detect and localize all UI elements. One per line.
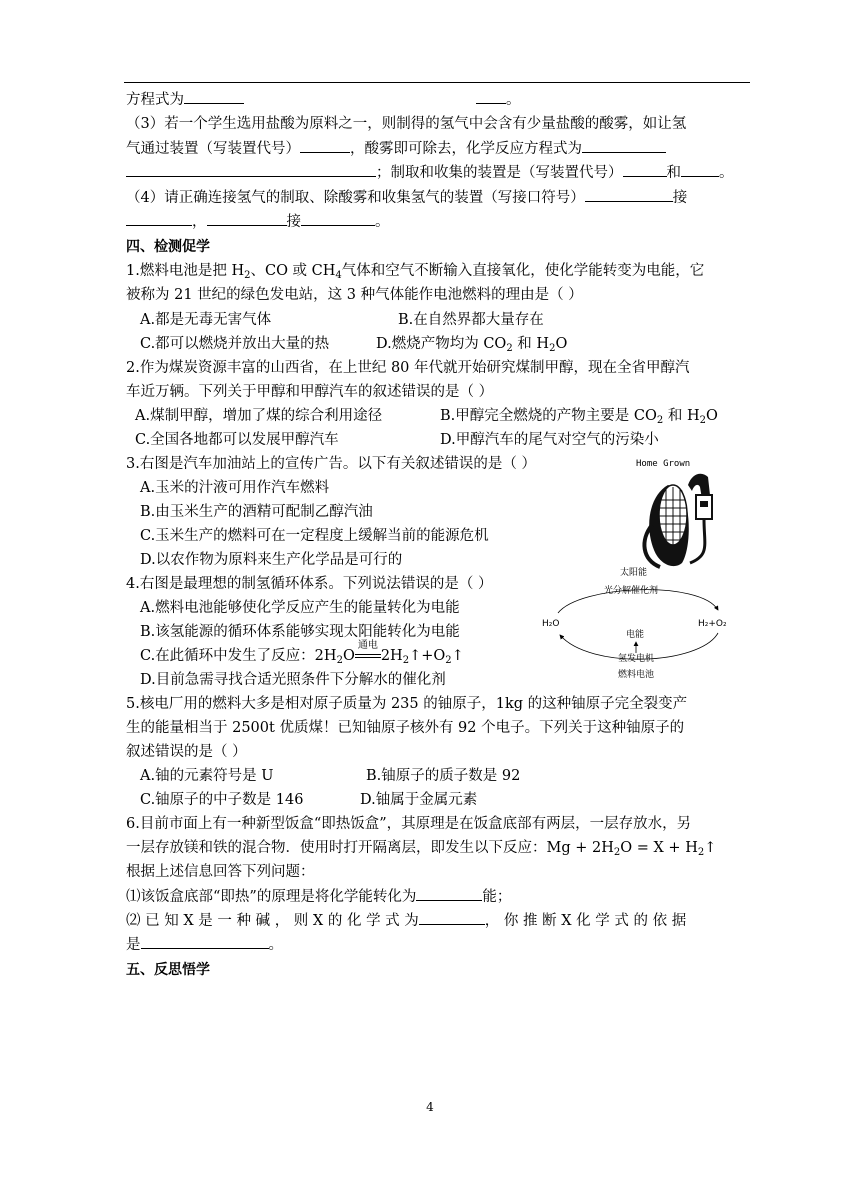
p1-option-a: A.都是无毒无害气体 <box>140 312 272 328</box>
cycle-water-label: H₂O <box>542 619 560 629</box>
p2-line2: 车近万辆。下列关于甲醇和甲醇汽车的叙述错误的是（ ） <box>126 384 494 400</box>
p6-q2: ⑵ 已 知 X 是 一 种 碱 ， 则 X 的 化 学 式 为 ， 你 推 断 X 化 学 式 的 依 据 <box>126 910 686 931</box>
blank-basis[interactable] <box>141 934 269 949</box>
cycle-power-label: 电能 <box>626 630 645 640</box>
p3-option-c: C.玉米生产的燃料可在一定程度上缓解当前的能源危机 <box>140 528 489 544</box>
p2-option-d: D.甲醇汽车的尾气对空气的污染小 <box>440 432 659 448</box>
q4-line2: ， 接 。 <box>126 211 390 232</box>
cycle-sun-label: 太阳能 <box>620 568 648 578</box>
p2-option-a: A.煤制甲醇，增加了煤的综合利用途径 <box>135 408 383 424</box>
p1-line2: 被称为 21 世纪的绿色发电站，这 3 种气体能作电池燃料的理由是（ ） <box>126 287 583 303</box>
blank-port4[interactable] <box>301 211 375 226</box>
p3-option-a: A.玉米的汁液可用作汽车燃料 <box>140 480 330 496</box>
p6-line2: 一层存放镁和铁的混合物．使用时打开隔离层，即发生以下反应：$Mg + 2H_2O = X$ + $H_2↑$ <box>126 840 717 858</box>
p5-option-b: B.铀原子的质子数是 92 <box>366 768 521 784</box>
q4-line1: （4）请正确连接氢气的制取、除酸雾和收集氢气的装置（写接口符号） 接 <box>126 187 687 208</box>
p3-option-d: D.以农作物为原料来生产化学品是可行的 <box>140 552 403 568</box>
p5-option-c: C.铀原子的中子数是 146 <box>140 792 304 808</box>
p1-line1: 1.燃料电池是把 $H_2$、CO 或 $CH_4$气体和空气不断输入直接氧化，使化学能转变为电能，它 <box>126 263 705 281</box>
blank-device[interactable] <box>300 138 350 153</box>
q3-line2: 气通过装置（写装置代号） ，酸雾即可除去，化学反应方程式为 <box>126 138 666 159</box>
section-4-heading: 四、检测促学 <box>126 239 210 255</box>
cycle-products-label: H₂+O₂ <box>698 619 727 629</box>
p4-option-a: A.燃料电池能够使化学反应产生的能量转化为电能 <box>140 600 460 616</box>
p5-option-a: A.铀的元素符号是 U <box>140 768 274 784</box>
cycle-generator-label: 氢发电机 <box>618 654 655 664</box>
p6-line1: 6.目前市面上有一种新型饭盒“即热饭盒”，其原理是在饭盒底部有两层，一层存放水，另 <box>126 816 692 832</box>
blank-energy[interactable] <box>416 886 482 901</box>
p4-option-d: D.目前急需寻找合适光照条件下分解水的催化剂 <box>140 672 446 688</box>
p4-line1: 4.右图是最理想的制氢循环体系。下列说法错误的是（ ） <box>126 576 493 592</box>
blank-equation[interactable] <box>582 138 666 153</box>
page-number: 4 <box>426 1100 434 1114</box>
p3-line1: 3.右图是汽车加油站上的宣传广告。以下有关叙述错误的是（ ） <box>126 456 536 472</box>
p5-line1: 5.核电厂用的燃料大多是相对原子质量为 235 的铀原子，1kg 的这种铀原子完全裂变产 <box>126 696 688 712</box>
p1-option-c: C.都可以燃烧并放出大量的热 <box>140 336 330 352</box>
cycle-cell-label: 燃料电池 <box>618 670 655 680</box>
p6-q3: 是 。 <box>126 934 283 955</box>
blank-port2[interactable] <box>126 211 192 226</box>
blank-equation-cont[interactable] <box>126 162 376 177</box>
p4-option-c: C.在此循环中发生了反应：$2H_2O$ 通电 $2H_2↑+O_2↑$ <box>140 640 464 666</box>
p1-option-d: D.燃烧产物均为 $CO_2$ 和 $H_2O$ <box>376 336 568 354</box>
blank-port3[interactable] <box>207 211 287 226</box>
p5-line2: 生的能量相当于 2500t 优质煤！已知铀原子核外有 92 个电子。下列关于这种铀原子的 <box>126 720 685 736</box>
blank-collect[interactable] <box>681 162 719 177</box>
p2-option-c: C.全国各地都可以发展甲醇汽车 <box>135 432 339 448</box>
p5-option-d: D.铀属于金属元素 <box>360 792 478 808</box>
p2-line1: 2.作为煤炭资源丰富的山西省，在上世纪 80 年代就开始研究煤制甲醇，现在全省甲醇汽 <box>126 360 690 376</box>
blank-make[interactable] <box>623 162 667 177</box>
p5-line3: 叙述错误的是（ ） <box>126 744 247 760</box>
hydrogen-cycle-diagram <box>540 565 750 680</box>
p4-option-b: B.该氢能源的循环体系能够实现太阳能转化为电能 <box>140 624 460 640</box>
p6-q1: ⑴该饭盒底部“即热”的原理是将化学能转化为 能； <box>126 886 511 907</box>
blank-formula[interactable] <box>419 910 485 925</box>
q3-line3: ；制取和收集的装置是（写装置代号） 和 。 <box>126 162 734 183</box>
p1-option-b: B.在自然界都大量存在 <box>398 312 544 328</box>
header-rule <box>124 82 750 83</box>
blank-port1[interactable] <box>585 187 673 202</box>
section-5-heading: 五、反思悟学 <box>126 962 210 978</box>
q3-line1: （3）若一个学生选用盐酸为原料之一，则制得的氢气中会含有少量盐酸的酸雾，如让氢 <box>126 116 687 132</box>
cycle-catalyst-label: 光分解催化剂 <box>604 586 659 596</box>
p6-line3: 根据上述信息回答下列问题： <box>126 864 315 880</box>
p2-option-b: B.甲醇完全燃烧的产物主要是 $CO_2$ 和 $H_2O$ <box>440 408 718 426</box>
equation-line: 方程式为 。 <box>126 89 521 110</box>
corn-caption: Home Grown <box>636 459 691 469</box>
corn-fuel-ad-image <box>630 455 740 575</box>
p3-option-b: B.由玉米生产的酒精可配制乙醇汽油 <box>140 504 373 520</box>
